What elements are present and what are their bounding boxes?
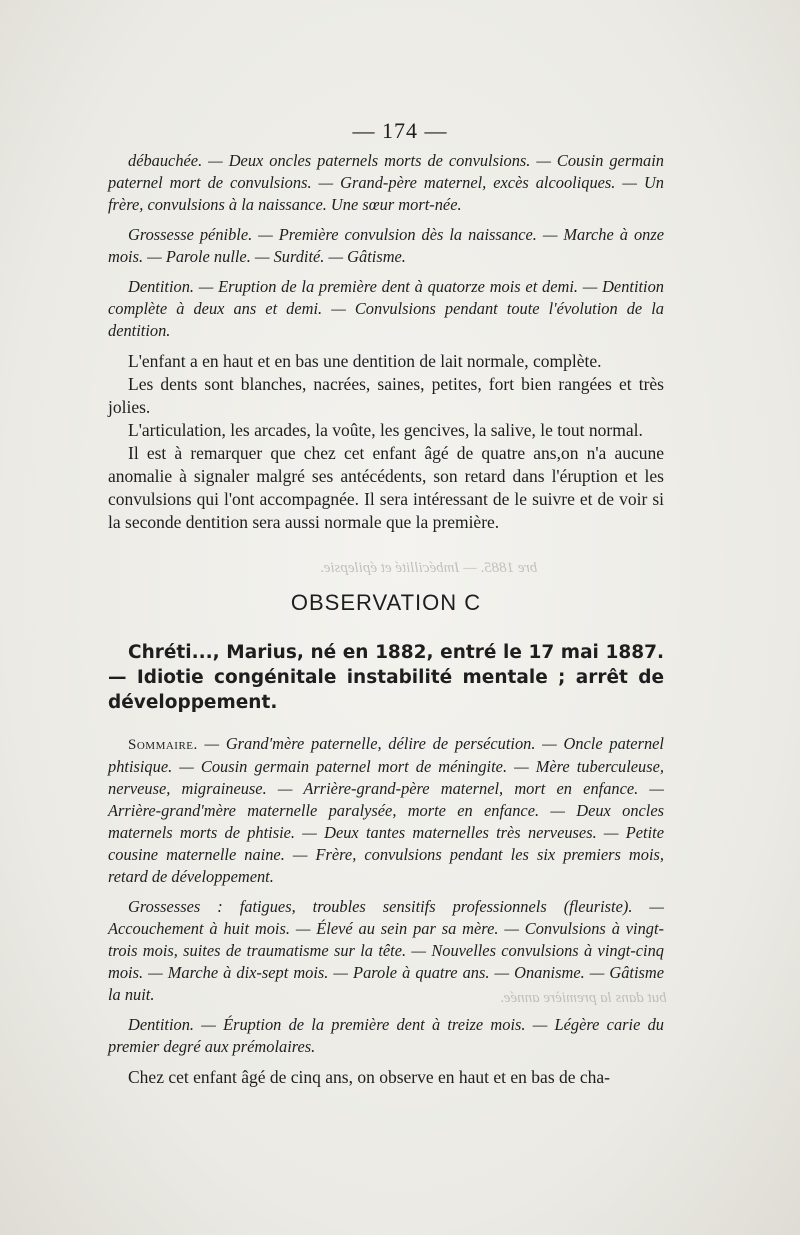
show-through-text: but dans la première année. bbox=[500, 990, 667, 1006]
dentition-summary: Dentition. — Eruption de la première dent à quatorze mois et demi. — Dentition complète à deux ans et demi. — Convulsions pendant toute l'évolution de la dentition. bbox=[108, 277, 664, 340]
body-paragraph: Les dents sont blanches, nacrées, saines, petites, fort bien rangées et très jolies. bbox=[108, 374, 664, 417]
dentition-paragraph: Dentition. — Éruption de la première dent à treize mois. — Légère carie du premier degré aux prémolaires. bbox=[108, 1015, 664, 1056]
observation-title: OBSERVATION C bbox=[290, 590, 482, 615]
summary-continuation: débauchée. — Deux oncles paternels morts de convulsions. — Cousin germain paternel mort de convulsions. — Grand-père maternel, excès alcooliques. — Un frère, convulsions à la naissance. Une sœur mort-née. bbox=[108, 151, 664, 214]
show-through-text: bre 1885. — Imbécillité et épilepsie. bbox=[320, 560, 538, 576]
body-paragraph: L'enfant a en haut et en bas une dentition de lait normale, complète. bbox=[128, 351, 602, 371]
sommaire-label: Sommaire. bbox=[128, 737, 198, 753]
case-header: Chréti..., Marius, né en 1882, entré le 17 mai 1887. — Idiotie congénitale instabilité mentale ; arrêt de développement. bbox=[108, 642, 664, 713]
pregnancy-paragraph: Grossesse pénible. — Première convulsion dès la naissance. — Marche à onze mois. — Parole nulle. — Surdité. — Gâtisme. bbox=[108, 225, 664, 266]
body-paragraph: L'articulation, les arcades, la voûte, les gencives, la salive, le tout normal. bbox=[128, 420, 643, 440]
body-paragraph: Il est à remarquer que chez cet enfant âgé de quatre ans,on n'a aucune anomalie à signaler malgré ses antécédents, son retard dans l'éruption et les convulsions qui l'ont accompagnée. Il sera intéressant de le suivre et de voir si la seconde dentition sera aussi normale que la première. bbox=[108, 443, 664, 532]
sommaire-paragraph bbox=[108, 733, 664, 888]
page-number: — 174 — bbox=[352, 118, 448, 143]
page-content bbox=[108, 150, 664, 1089]
sommaire-text: — Grand'mère paternelle, délire de persécution. — Oncle paternel phtisique. — Cousin germain paternel mort de méningite. — Mère tuberculeuse, nerveuse, migraineuse. — Arrière-grand-père maternel, mort en enfance. — Arrière-grand'mère maternelle paralysée, morte en enfance. — Deux oncles maternels morts de phtisie. — Deux tantes maternelles très nerveuses. — Petite cousine maternelle naine. — Frère, convulsions pendant les six premiers mois, retard de développement. bbox=[108, 734, 664, 886]
final-paragraph: Chez cet enfant âgé de cinq ans, on observe en haut et en bas de cha- bbox=[128, 1067, 611, 1087]
grossesses-paragraph: Grossesses : fatigues, troubles sensitifs professionnels (fleuriste). — Accouchement à huit mois. — Élevé au sein par sa mère. — Convulsions à vingt-trois mois, suites de traumatisme sur la tête. — Nouvelles convulsions à vingt-cinq mois. — Marche à dix-sept mois. — Parole à quatre ans. — Onanisme. — Gâtisme la nuit. bbox=[108, 897, 664, 1004]
